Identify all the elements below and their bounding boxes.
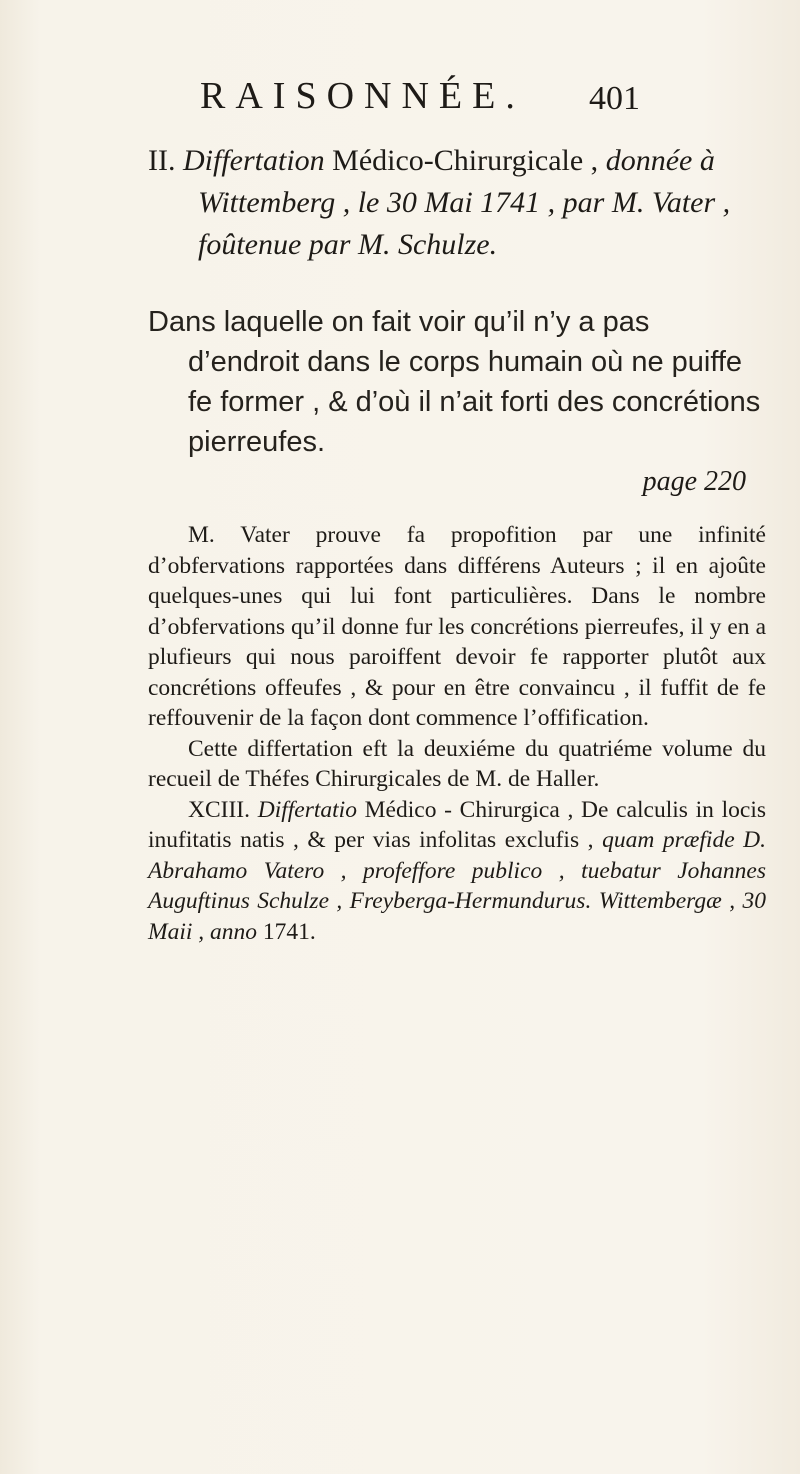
latin-entry-title: Differtatio — [257, 796, 357, 823]
latin-entry-italic: quam præfide D. Abrahamo Vatero , profeffore publico , tuebatur Johannes Auguftinus Schulze , Freyberga-Hermundurus. Wittembergæ , 30 Maii , anno — [148, 827, 767, 945]
entry-title-italic: Differtation — [182, 144, 325, 177]
latin-entry — [148, 795, 766, 948]
running-head — [200, 68, 640, 128]
review-paragraph-2: Cette differtation eft la deuxiéme du quatriéme volume du recueil de Théfes Chirurgicales de M. de Haller. — [148, 735, 766, 792]
entry-summary: Dans laquelle on fait voir qu’il n’y a pas d’endroit dans le corps humain où ne puiffe fe former , & d’où il n’ait forti des concrétions pierreufes. — [148, 306, 761, 458]
latin-entry-number: XCIII. — [188, 796, 250, 823]
entry-title — [148, 140, 766, 266]
entry-title-details: donnée à Wittemberg , le 30 Mai 1741 , par M. Vater , foûtenue par M. Schulze. — [198, 144, 731, 261]
entry-title-roman: Médico-Chirurgicale , — [324, 144, 606, 177]
latin-entry-year: 1741. — [257, 918, 316, 945]
page-reference: page 220 — [642, 466, 746, 497]
review-paragraph-1: M. Vater prouve fa propofition par une infinité d’obfervations rapportées dans différens Auteurs ; il en ajoûte quelques-unes qui lui font particulières. Dans le nombre d’obfervations qu’il donne fur les concrétions pierreufes, il y en a plufieurs qui nous paroiffent devoir fe rapporter plutôt aux concrétions offeufes , & pour en être convaincu , il fuffit de fe reffouvenir de la façon dont commence l’offification. — [148, 522, 766, 731]
running-title: RAISONNÉE. — [200, 75, 525, 117]
entry-number: II. — [148, 144, 176, 177]
text-block — [148, 140, 766, 947]
latin-entry-text: Médico - Chirurgica , De calculis in locis inufitatis natis , & per vias infolitas exclufis , — [148, 796, 766, 853]
page-number: 401 — [589, 80, 640, 117]
